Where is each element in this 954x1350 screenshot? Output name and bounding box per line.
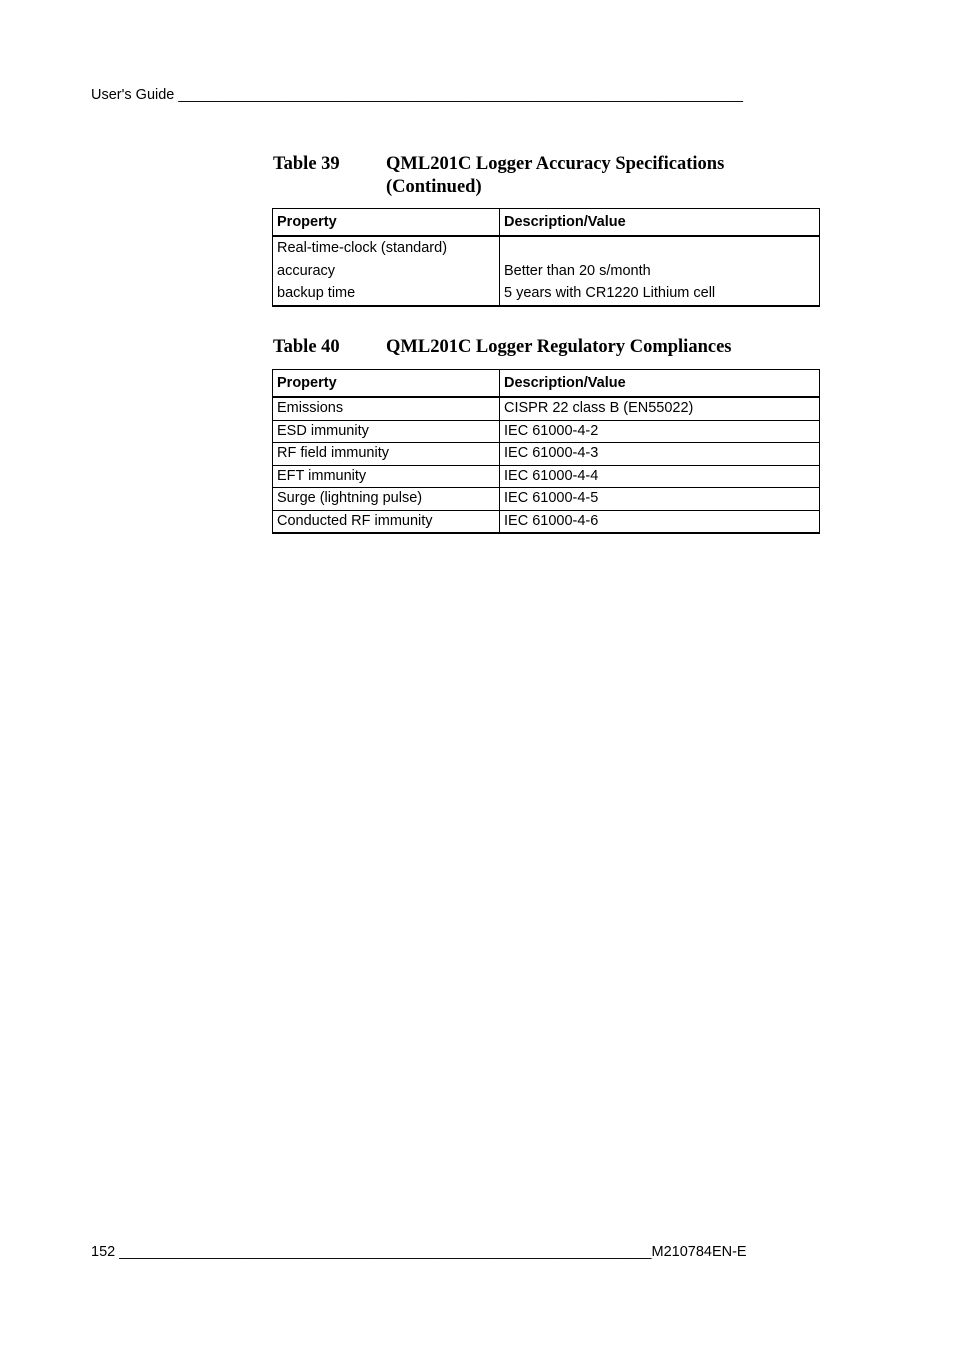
table-header-row: [273, 370, 820, 398]
property-cell: Emissions: [273, 397, 500, 420]
table-header-row: [273, 209, 820, 237]
table-40-number: Table 40: [273, 337, 340, 357]
value-cell: IEC 61000-4-3: [500, 443, 820, 466]
property-cell: Conducted RF immunity: [273, 510, 500, 533]
value-cell: CISPR 22 class B (EN55022): [500, 397, 820, 420]
table-39: [272, 208, 820, 307]
table-row: [273, 465, 820, 488]
value-line: 5 years with CR1220 Lithium cell: [504, 285, 716, 301]
table-39-title: QML201C Logger Accuracy Specifications (Continued): [386, 154, 725, 197]
running-header: [91, 86, 811, 104]
table-row: [273, 488, 820, 511]
table-row: [273, 510, 820, 533]
table-40: [272, 369, 820, 534]
value-cell: [500, 236, 820, 306]
running-footer: [91, 1243, 818, 1261]
table-row: [273, 397, 820, 420]
value-line: [504, 237, 815, 260]
table-row: [273, 236, 820, 306]
table-40-title: QML201C Logger Regulatory Compliances: [386, 337, 732, 357]
column-header-property: Property: [273, 370, 500, 398]
property-cell: Surge (lightning pulse): [273, 488, 500, 511]
table-row: [273, 420, 820, 443]
value-cell: IEC 61000-4-6: [500, 510, 820, 533]
property-cell: EFT immunity: [273, 465, 500, 488]
footer-rule: __________________________________________________________________: [119, 1244, 652, 1260]
property-line: accuracy: [277, 262, 336, 279]
column-header-property: Property: [273, 209, 500, 237]
property-cell: [273, 236, 500, 306]
column-header-value: Description/Value: [500, 370, 820, 398]
value-cell: IEC 61000-4-5: [500, 488, 820, 511]
document-code: M210784EN-E: [651, 1244, 747, 1260]
column-header-value: Description/Value: [500, 209, 820, 237]
table-row: [273, 443, 820, 466]
value-line: Better than 20 s/month: [504, 262, 651, 279]
header-text: User's Guide ______________________________________________________________________: [91, 87, 743, 103]
property-cell: ESD immunity: [273, 420, 500, 443]
property-line: backup time: [277, 285, 356, 301]
page-number: 152: [91, 1244, 116, 1260]
value-cell: IEC 61000-4-4: [500, 465, 820, 488]
property-cell: RF field immunity: [273, 443, 500, 466]
property-line: Real-time-clock (standard): [277, 240, 448, 256]
value-cell: IEC 61000-4-2: [500, 420, 820, 443]
table-39-number: Table 39: [273, 154, 340, 174]
